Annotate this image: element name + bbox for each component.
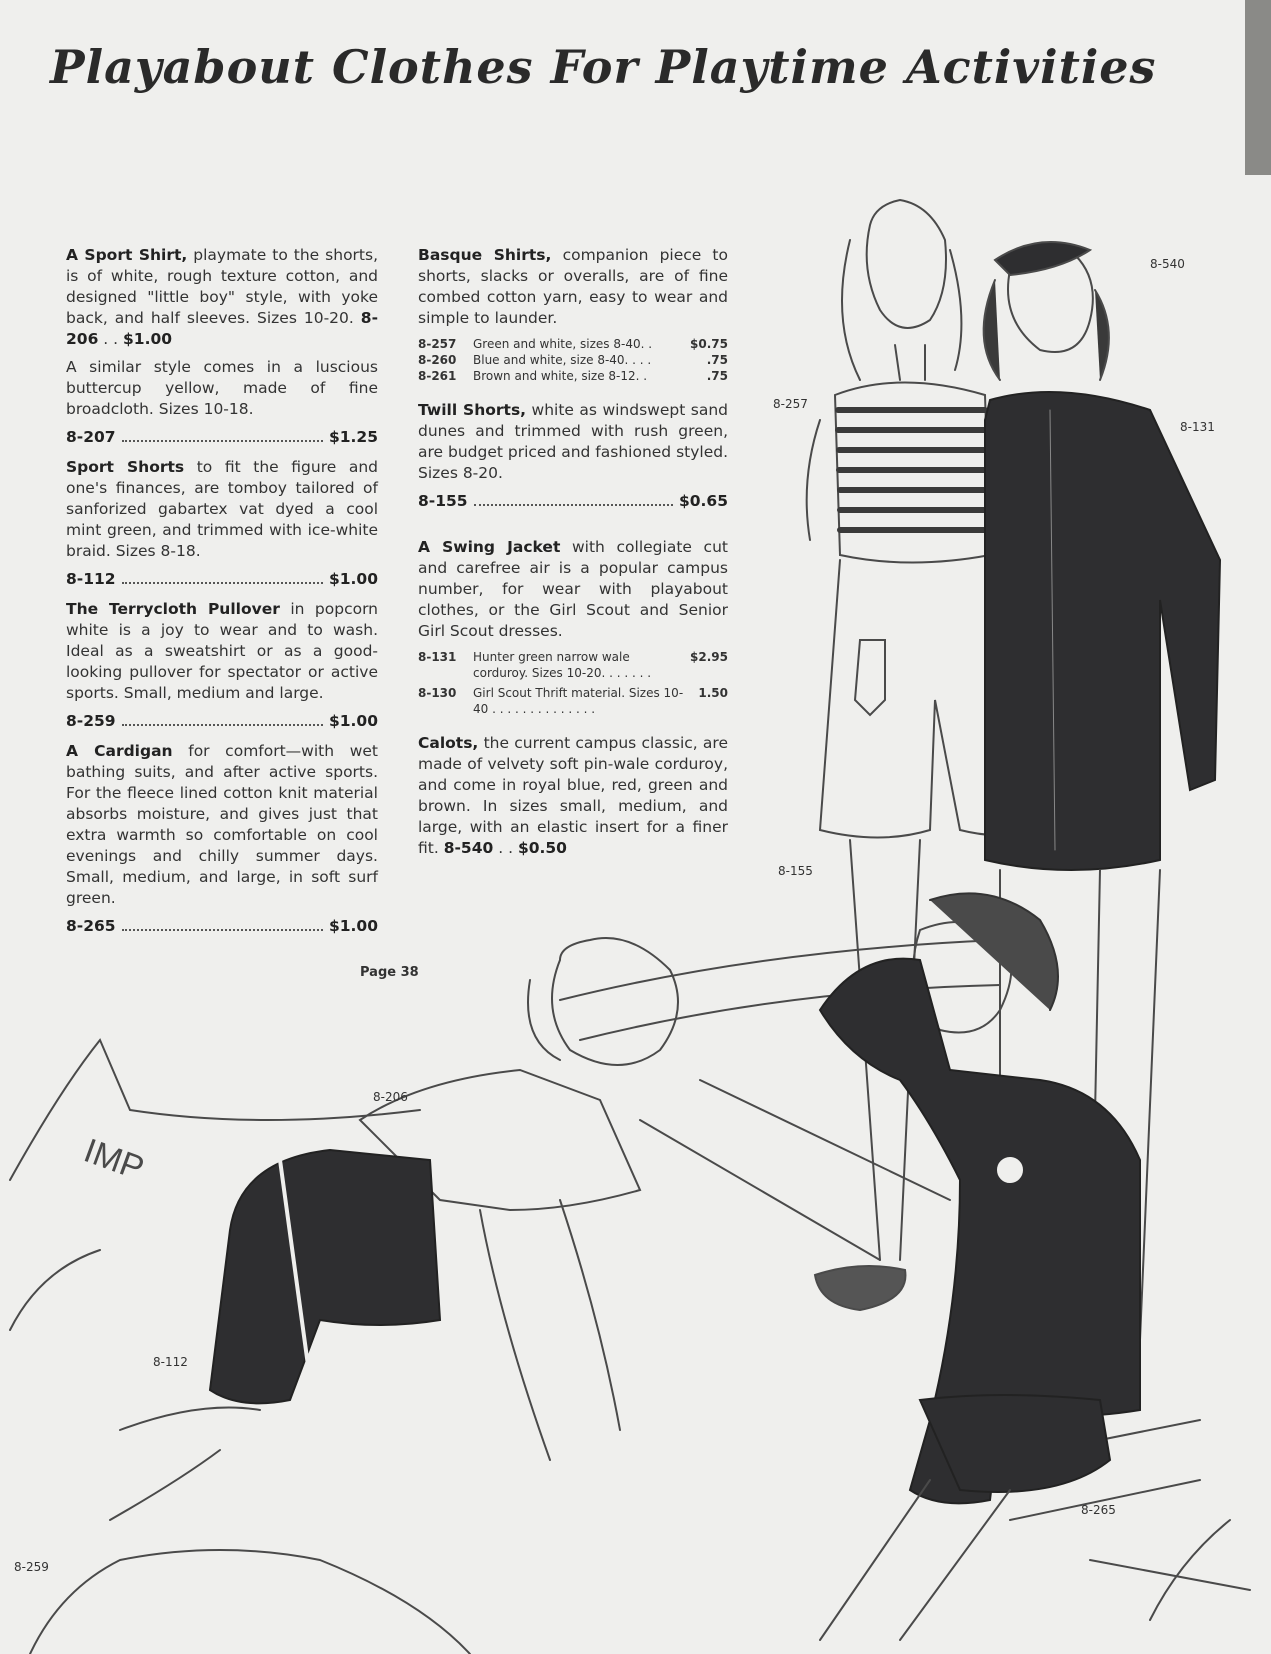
calot-cap <box>995 242 1090 275</box>
label-8-540: 8-540 <box>1150 257 1185 271</box>
price-line-8-112: 8-112 $1.00 <box>66 570 378 588</box>
label-8-112: 8-112 <box>153 1355 188 1369</box>
label-8-259: 8-259 <box>14 1560 49 1574</box>
sport-shirt-description: A Sport Shirt, playmate to the shorts, is of white, rough texture cotton, and designed "little boy" style, with yoke back, and half sleeves. Sizes 10-20. 8-206 . . $1.00 <box>66 246 379 348</box>
price-line-8-207: 8-207 $1.25 <box>66 428 378 446</box>
page-title: Playabout Clothes For Playtime Activities <box>50 40 1157 94</box>
label-8-265: 8-265 <box>1081 1503 1116 1517</box>
yellow-shirt-description: A similar style comes in a luscious buttercup yellow, made of fine broadcloth. Sizes 10-18. <box>66 358 378 418</box>
price-row: 8-257 Green and white, sizes 8-40. . $0.75 <box>418 337 728 351</box>
price-row: 8-130 Girl Scout Thrift material. Sizes 10-40 . . . . . . . . . . . . . . 1.50 <box>418 686 728 716</box>
price-row: 8-131 Hunter green narrow wale corduroy. Sizes 10-20. . . . . . . $2.95 <box>418 650 728 680</box>
basque-shirts-description: Basque Shirts, companion piece to shorts, slacks or overalls, are of fine combed cotton yarn, easy to wear and simple to launder. <box>418 246 728 327</box>
pullover-on-ground <box>30 1550 470 1654</box>
label-8-206: 8-206 <box>373 1090 408 1104</box>
label-8-131: 8-131 <box>1180 420 1215 434</box>
sport-shorts-description: Sport Shorts to fit the figure and one's finances, are tomboy tailored of sanforized gabartex vat dyed a cool mint green, and trimmed with ice-white braid. Sizes 8-18. <box>66 458 379 560</box>
label-8-155: 8-155 <box>778 864 813 878</box>
cardigan-description: A Cardigan for comfort—with wet bathing suits, and after active sports. For the fleece lined cotton knit material absorbs moisture, and gives just that extra warmth so comfortable on cool evenings and chilly summer days. Small, medium, and large, in soft surf green. <box>66 742 378 907</box>
swing-jacket-outline <box>985 392 1220 870</box>
price-line-8-155: 8-155 $0.65 <box>418 492 728 510</box>
price-line-8-259: 8-259 $1.00 <box>66 712 378 730</box>
figure-girl-sport-shirt <box>110 938 678 1520</box>
swing-jacket-description: A Swing Jacket with collegiate cut and carefree air is a popular campus number, for wear with playabout clothes, or the Girl Scout and Senior Girl Scout dresses. <box>418 538 728 640</box>
canoe-lettering: IMP <box>79 1131 149 1188</box>
sport-shorts-outline <box>210 1150 440 1403</box>
page-number: Page 38 <box>360 965 419 980</box>
price-row: 8-261 Brown and white, size 8-12. . .75 <box>418 369 728 383</box>
price-row: 8-260 Blue and white, size 8-40. . . . .75 <box>418 353 728 367</box>
calots-description: Calots, the current campus classic, are made of velvety soft pin-wale corduroy, and come in royal blue, red, green and brown. In sizes small, medium, and large, with an elastic insert for a finer fit. 8-540 . . $0.50 <box>418 734 728 857</box>
shoe <box>815 1266 905 1310</box>
label-8-257: 8-257 <box>773 397 808 411</box>
price-line-8-265: 8-265 $1.00 <box>66 917 378 935</box>
twill-shorts-description: Twill Shorts, white as windswept sand dunes and trimmed with rush green, are budget priced and fashioned styled. Sizes 8-20. <box>418 401 729 482</box>
terrycloth-pullover-description: The Terrycloth Pullover in popcorn white is a joy to wear and to wash. Ideal as a sweatshirt or as a good-looking pullover for spectator or active sports. Small, medium and large. <box>66 600 379 702</box>
